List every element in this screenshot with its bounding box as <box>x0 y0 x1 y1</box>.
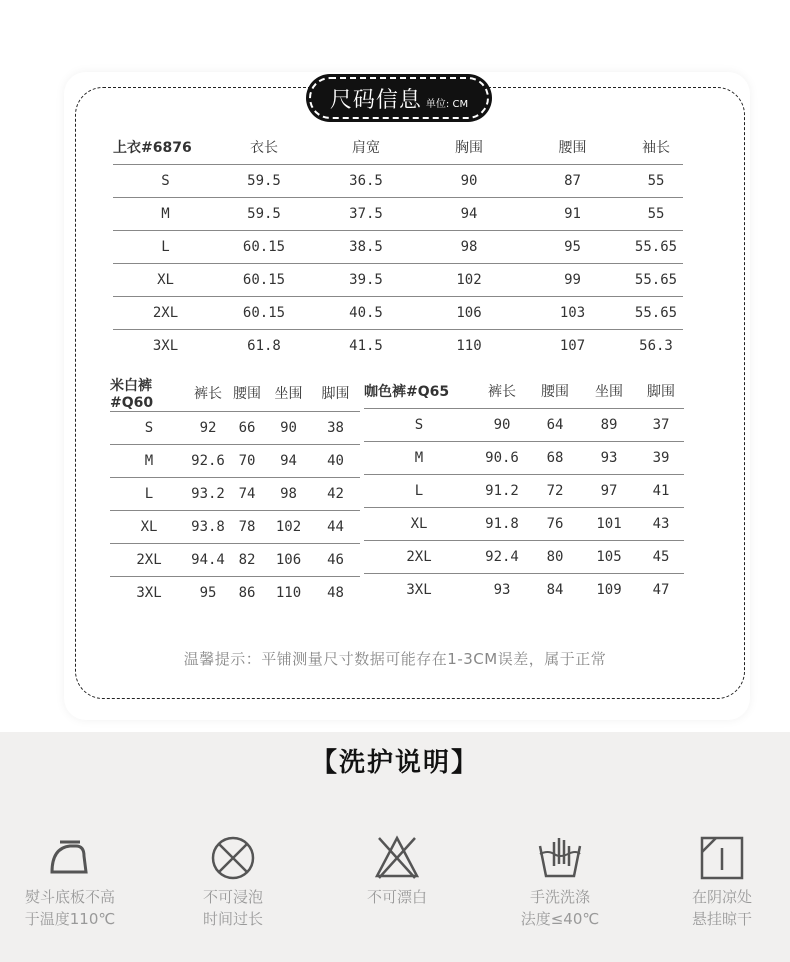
measurement-cell: 101 <box>580 507 638 540</box>
care-label-line2: 时间过长 <box>202 910 263 928</box>
measurement-cell: 102 <box>422 263 516 296</box>
measurement-cell: 92.6 <box>188 445 228 478</box>
table-column-header: 胸围 <box>422 130 516 164</box>
table-product-header: 上衣#6876 <box>113 130 218 164</box>
measurement-cell: 56.3 <box>639 337 673 354</box>
measurement-note: 温馨提示：平铺测量尺寸数据可能存在1-3CM误差，属于正常 <box>183 650 607 668</box>
care-item-iron <box>10 832 130 930</box>
measurement-cell: 60.15 <box>218 230 310 263</box>
measurement-cell: 59.5 <box>218 164 310 197</box>
table-row <box>110 511 360 544</box>
table-header-row <box>113 130 683 164</box>
measurement-cell: 94 <box>266 445 311 478</box>
table-column-header: 脚围 <box>311 375 360 412</box>
measurement-cell: 42 <box>311 478 360 511</box>
measurement-cell: 93 <box>580 441 638 474</box>
measurement-cell: 90.6 <box>474 441 530 474</box>
iron-icon <box>46 832 94 882</box>
measurement-cell: 87 <box>516 164 629 197</box>
no-bleach-icon <box>373 832 421 882</box>
size-cell: 2XL <box>364 540 474 573</box>
measurement-cell: 40.5 <box>310 296 422 329</box>
measurement-cell: 106 <box>266 544 311 577</box>
measurement-cell: 93.8 <box>188 511 228 544</box>
measurement-cell: 82 <box>228 544 266 577</box>
measurement-cell: 80 <box>530 540 580 573</box>
measurement-cell: 55 <box>629 197 683 230</box>
hand-wash-icon <box>536 832 584 882</box>
care-label-line1: 在阴凉处 <box>691 888 752 906</box>
measurement-cell: 39 <box>638 441 684 474</box>
care-label-line2: 于温度110℃ <box>24 910 116 928</box>
measurement-cell: 41.5 <box>349 337 383 354</box>
care-label-line2: 法度≤40℃ <box>520 910 600 928</box>
care-item-no-soak <box>173 832 293 930</box>
table-row <box>110 412 360 445</box>
measurement-cell: 46 <box>311 544 360 577</box>
care-label-line2: 悬挂晾干 <box>691 910 752 928</box>
measurement-cell: 70 <box>228 445 266 478</box>
measurement-cell: 98 <box>422 230 516 263</box>
measurement-cell: 36.5 <box>310 164 422 197</box>
measurement-cell: 106 <box>422 296 516 329</box>
table-header-row <box>110 375 360 412</box>
size-info-title: 尺码信息 <box>329 87 422 113</box>
measurement-cell: 105 <box>580 540 638 573</box>
table-row <box>113 164 683 197</box>
measurement-cell: 43 <box>638 507 684 540</box>
measurement-cell: 37.5 <box>310 197 422 230</box>
table-column-header: 脚围 <box>638 375 684 408</box>
measurement-cell: 92 <box>188 412 228 445</box>
measurement-cell: 90 <box>266 412 311 445</box>
care-label-line1: 手洗洗涤 <box>529 888 590 906</box>
measurement-cell: 40 <box>311 445 360 478</box>
measurement-cell: 61.8 <box>247 337 281 354</box>
table-row <box>113 197 683 230</box>
shade-dry-icon <box>698 832 746 882</box>
measurement-cell: 72 <box>530 474 580 507</box>
care-item-no-bleach <box>337 832 457 908</box>
size-unit-label: 单位: CM <box>425 98 469 110</box>
size-cell: M <box>364 441 474 474</box>
measurement-cell: 97 <box>580 474 638 507</box>
table-row <box>110 544 360 577</box>
measurement-cell: 60.15 <box>218 296 310 329</box>
measurement-cell: 90 <box>474 408 530 441</box>
table-header-row <box>364 375 684 408</box>
measurement-cell: 38.5 <box>310 230 422 263</box>
measurement-cell: 84 <box>546 581 564 598</box>
size-cell: 3XL <box>406 581 432 598</box>
size-cell: L <box>364 474 474 507</box>
care-item-hand-wash <box>500 832 620 930</box>
measurement-cell: 38 <box>311 412 360 445</box>
beige-pants-size-table <box>110 375 360 610</box>
table-column-header: 袖长 <box>629 130 683 164</box>
table-row <box>110 445 360 478</box>
measurement-cell: 66 <box>228 412 266 445</box>
table-column-header: 肩宽 <box>310 130 422 164</box>
measurement-cell: 91.8 <box>474 507 530 540</box>
measurement-cell: 55.65 <box>629 230 683 263</box>
table-row <box>113 230 683 263</box>
measurement-cell: 41 <box>638 474 684 507</box>
size-cell: 2XL <box>113 296 218 329</box>
size-cell: XL <box>364 507 474 540</box>
table-row <box>364 573 684 606</box>
table-column-header: 坐围 <box>266 375 311 412</box>
size-cell: M <box>110 445 188 478</box>
measurement-cell: 45 <box>638 540 684 573</box>
measurement-cell: 37 <box>638 408 684 441</box>
table-column-header: 腰围 <box>516 130 629 164</box>
table-row <box>364 408 684 441</box>
table-column-header: 裤长 <box>188 375 228 412</box>
table-row <box>364 474 684 507</box>
table-column-header: 腰围 <box>228 375 266 412</box>
table-row <box>113 263 683 296</box>
size-cell: 3XL <box>152 337 179 354</box>
care-label-line1: 不可漂白 <box>366 888 427 906</box>
table-row <box>364 540 684 573</box>
measurement-cell: 74 <box>228 478 266 511</box>
table-row <box>113 296 683 329</box>
measurement-cell: 110 <box>456 337 482 354</box>
coffee-pants-size-table <box>364 375 684 606</box>
top-size-table <box>113 130 683 362</box>
measurement-cell: 44 <box>311 511 360 544</box>
measurement-cell: 39.5 <box>310 263 422 296</box>
measurement-cell: 94.4 <box>188 544 228 577</box>
measurement-cell: 98 <box>266 478 311 511</box>
measurement-cell: 99 <box>516 263 629 296</box>
table-column-header: 坐围 <box>580 375 638 408</box>
measurement-cell: 95 <box>199 585 217 602</box>
table-row <box>364 507 684 540</box>
care-label-line1: 不可浸泡 <box>202 888 263 906</box>
measurement-cell: 59.5 <box>218 197 310 230</box>
no-soak-icon <box>209 832 257 882</box>
measurement-cell: 48 <box>327 585 344 602</box>
measurement-cell: 76 <box>530 507 580 540</box>
size-cell: XL <box>110 511 188 544</box>
size-cell: S <box>113 164 218 197</box>
measurement-cell: 90 <box>422 164 516 197</box>
measurement-cell: 78 <box>228 511 266 544</box>
measurement-cell: 68 <box>530 441 580 474</box>
measurement-cell: 86 <box>238 585 256 602</box>
measurement-cell: 93.2 <box>188 478 228 511</box>
size-cell: L <box>110 478 188 511</box>
care-title: 【洗护说明】 <box>310 748 479 778</box>
size-cell: S <box>364 408 474 441</box>
measurement-cell: 95 <box>516 230 629 263</box>
table-column-header: 衣长 <box>218 130 310 164</box>
table-row <box>113 329 683 362</box>
measurement-cell: 93 <box>493 581 511 598</box>
measurement-cell: 109 <box>596 581 622 598</box>
table-column-header: 裤长 <box>474 375 530 408</box>
measurement-cell: 55 <box>629 164 683 197</box>
measurement-cell: 64 <box>530 408 580 441</box>
measurement-cell: 55.65 <box>629 263 683 296</box>
measurement-cell: 55.65 <box>629 296 683 329</box>
measurement-cell: 47 <box>652 581 670 598</box>
table-row <box>110 478 360 511</box>
table-product-header: 米白裤#Q60 <box>110 375 188 412</box>
size-cell: XL <box>113 263 218 296</box>
measurement-cell: 91 <box>516 197 629 230</box>
measurement-cell: 89 <box>580 408 638 441</box>
care-item-shade-dry <box>662 832 782 930</box>
size-info-title-badge <box>306 74 492 122</box>
table-product-header: 咖色裤#Q65 <box>364 375 474 408</box>
measurement-cell: 102 <box>266 511 311 544</box>
measurement-cell: 92.4 <box>474 540 530 573</box>
measurement-cell: 103 <box>516 296 629 329</box>
measurement-cell: 110 <box>275 585 302 602</box>
size-cell: 2XL <box>110 544 188 577</box>
table-row <box>110 577 360 610</box>
measurement-cell: 94 <box>422 197 516 230</box>
size-cell: 3XL <box>136 585 162 602</box>
size-cell: S <box>110 412 188 445</box>
care-label-line1: 熨斗底板不高 <box>24 888 115 906</box>
measurement-cell: 107 <box>559 337 586 354</box>
measurement-cell: 60.15 <box>218 263 310 296</box>
size-cell: L <box>113 230 218 263</box>
table-column-header: 腰围 <box>530 375 580 408</box>
table-row <box>364 441 684 474</box>
size-cell: M <box>113 197 218 230</box>
measurement-cell: 91.2 <box>474 474 530 507</box>
